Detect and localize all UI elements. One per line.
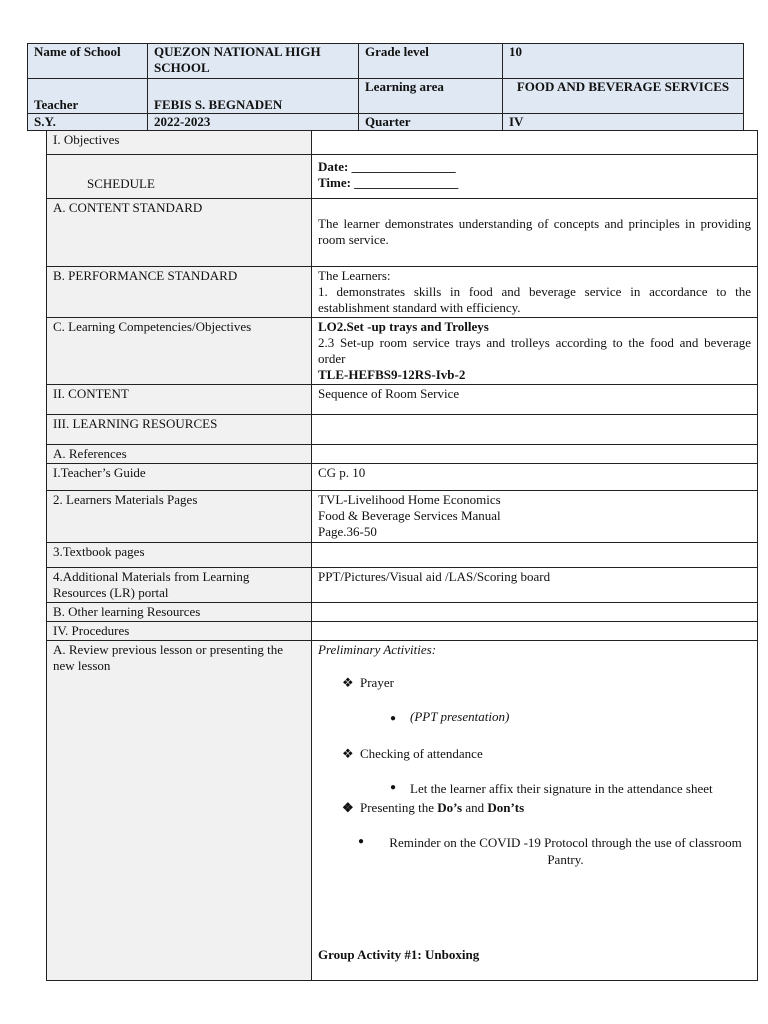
lesson-plan-table — [46, 130, 758, 981]
attendance-sub-text: Let the learner affix their signature in the attendance sheet — [410, 781, 713, 796]
header-table — [27, 43, 744, 131]
objectives-value — [312, 131, 758, 155]
textbook-label: 3.Textbook pages — [47, 543, 312, 568]
review-value — [312, 641, 758, 981]
diamond-bullet-icon: ❖ — [342, 675, 354, 690]
sy-value: 2022-2023 — [148, 114, 359, 131]
perf-line-1: The Learners: — [318, 268, 391, 283]
learners-materials-label: 2. Learners Materials Pages — [47, 491, 312, 543]
time-line: Time: ________________ — [318, 175, 459, 190]
ppt-item — [318, 709, 751, 727]
competency-title: LO2.Set -up trays and Trolleys — [318, 319, 489, 334]
content-value: Sequence of Room Service — [312, 385, 758, 415]
procedures-value — [312, 622, 758, 641]
competency-label: C. Learning Competencies/Objectives — [47, 318, 312, 385]
resources-value — [312, 415, 758, 445]
references-value — [312, 445, 758, 464]
quarter-label: Quarter — [359, 114, 503, 131]
review-label: A. Review previous lesson or presenting the new lesson — [47, 641, 312, 981]
quarter-value: IV — [503, 114, 744, 131]
references-label: A. References — [47, 445, 312, 464]
preliminary-activities: Preliminary Activities: — [318, 642, 437, 657]
school-label: Name of School — [28, 44, 148, 79]
grade-value: 10 — [503, 44, 744, 79]
presenting-item — [318, 800, 751, 816]
group-activity: Group Activity #1: Unboxing — [318, 947, 480, 962]
school-value: QUEZON NATIONAL HIGH SCHOOL — [148, 44, 359, 79]
date-line: Date: ________________ — [318, 159, 456, 174]
additional-materials-value: PPT/Pictures/Visual aid /LAS/Scoring board — [312, 568, 758, 603]
lm-line-1: TVL-Livelihood Home Economics — [318, 492, 501, 507]
reminder-text: Reminder on the COVID -19 Protocol through the use of classroom Pantry. — [389, 835, 742, 867]
schedule-value — [312, 155, 758, 199]
prayer-item — [318, 675, 751, 691]
ppt-text: (PPT presentation) — [410, 709, 510, 724]
resources-label: III. LEARNING RESOURCES — [47, 415, 312, 445]
teachers-guide-label: I.Teacher’s Guide — [47, 464, 312, 491]
schedule-label: SCHEDULE — [47, 155, 312, 199]
competency-desc: 2.3 Set-up room service trays and trolleys according to the food and beverage order — [318, 335, 751, 366]
prayer-text: Prayer — [360, 675, 394, 690]
content-label: II. CONTENT — [47, 385, 312, 415]
teachers-guide-value: CG p. 10 — [312, 464, 758, 491]
other-resources-value — [312, 603, 758, 622]
learners-materials-value — [312, 491, 758, 543]
content-standard-label: A. CONTENT STANDARD — [47, 199, 312, 267]
attendance-item — [318, 746, 751, 762]
diamond-bullet-icon: ❖ — [342, 800, 354, 815]
area-value: FOOD AND BEVERAGE SERVICES — [503, 79, 744, 114]
performance-standard-label: B. PERFORMANCE STANDARD — [47, 267, 312, 318]
diamond-bullet-icon: ❖ — [342, 746, 354, 761]
dot-bullet-icon: ● — [390, 782, 397, 793]
textbook-value — [312, 543, 758, 568]
procedures-label: IV. Procedures — [47, 622, 312, 641]
competency-code: TLE-HEFBS9-12RS-Ivb-2 — [318, 367, 466, 382]
lm-line-2: Food & Beverage Services Manual — [318, 508, 501, 523]
reminder-item — [318, 834, 751, 868]
sy-label: S.Y. — [28, 114, 148, 131]
area-label: Learning area — [359, 79, 503, 114]
performance-standard-value — [312, 267, 758, 318]
other-resources-label: B. Other learning Resources — [47, 603, 312, 622]
dos-text: Do’s — [437, 800, 463, 815]
objectives-label: I. Objectives — [47, 131, 312, 155]
content-standard-value: The learner demonstrates understanding of concepts and principles in providing room service. — [312, 199, 758, 267]
additional-materials-label: 4.Additional Materials from Learning Resources (LR) portal — [47, 568, 312, 603]
dot-bullet-icon: ● — [390, 713, 397, 724]
and-text: and — [462, 800, 488, 815]
lm-line-3: Page.36-50 — [318, 524, 377, 539]
attendance-text: Checking of attendance — [360, 746, 483, 761]
teacher-label: Teacher — [28, 79, 148, 114]
perf-line-2: 1. demonstrates skills in food and beverage service in accordance to the establishment standard with efficiency. — [318, 284, 751, 315]
donts-text: Don’ts — [487, 800, 525, 815]
dot-bullet-icon: ● — [358, 836, 365, 847]
competency-value — [312, 318, 758, 385]
grade-label: Grade level — [359, 44, 503, 79]
presenting-text: Presenting the — [360, 800, 438, 815]
teacher-value: FEBIS S. BEGNADEN — [148, 79, 359, 114]
attendance-sub-item — [318, 780, 751, 798]
